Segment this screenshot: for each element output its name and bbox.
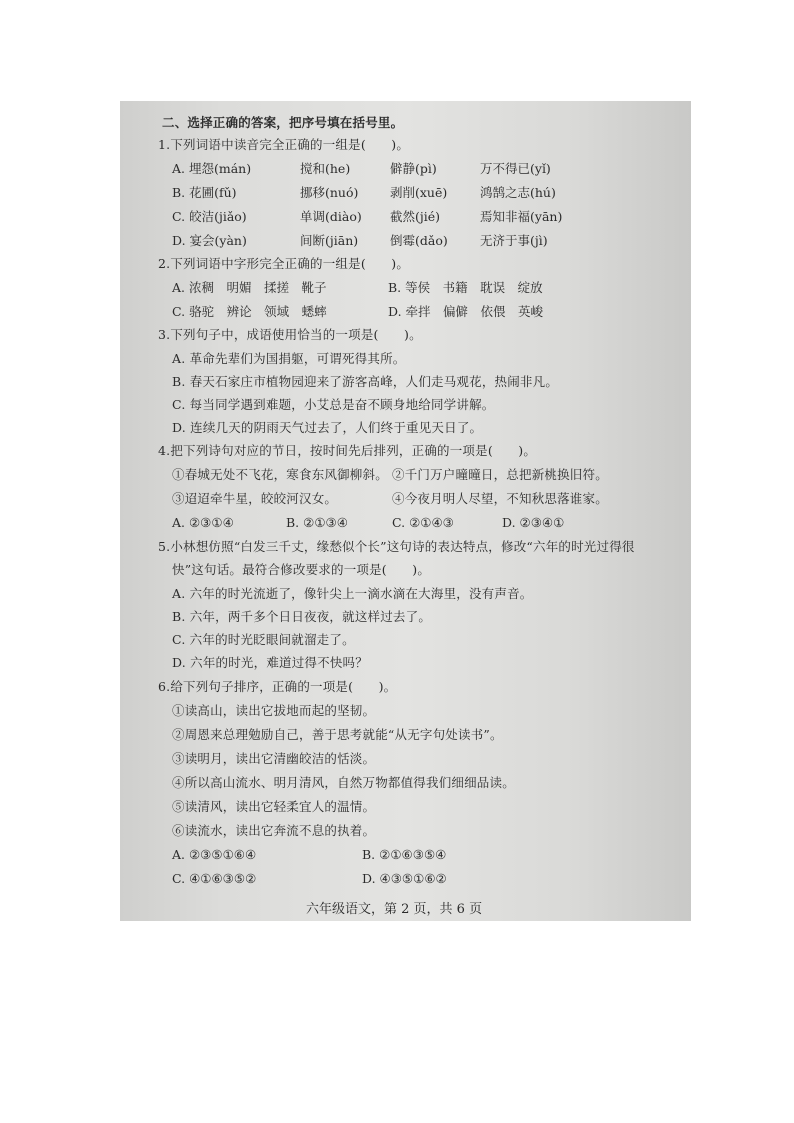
q1-row-d-col1: D. 宴会(yàn): [172, 233, 247, 248]
q1-row-c-col2: 单调(diào): [300, 209, 362, 224]
q5-option-d: D. 六年的时光，难道过得不快吗？: [172, 655, 368, 670]
q3-option-a: A. 革命先辈们为国捐躯，可谓死得其所。: [172, 351, 406, 366]
exam-page-photo: [120, 101, 691, 921]
q6-option-c: C. ④①⑥③⑤②: [172, 871, 257, 886]
q1-row-a-col4: 万不得已(yǐ): [480, 161, 551, 176]
q6-option-b: B. ②①⑥③⑤④: [362, 847, 447, 862]
q4-option-c: C. ②①④③: [392, 515, 454, 530]
question-4-stem: 4.把下列诗句对应的节日，按时间先后排列，正确的一项是( )。: [158, 443, 537, 458]
question-5-stem-line1: 5.小林想仿照“白发三千丈，缘愁似个长”这句诗的表达特点，修改“六年的时光过得很: [158, 539, 635, 554]
q6-sentence-4: ④所以高山流水、明月清风，自然万物都值得我们细细品读。: [172, 775, 515, 790]
q6-sentence-6: ⑥读流水，读出它奔流不息的执着。: [172, 823, 376, 838]
q4-poem-2: ②千门万户曈曈日，总把新桃换旧符。: [392, 467, 608, 482]
q3-option-c: C. 每当同学遇到难题，小艾总是奋不顾身地给同学讲解。: [172, 397, 495, 412]
q1-row-c-col4: 焉知非福(yān): [480, 209, 563, 224]
q4-option-d: D. ②③④①: [502, 515, 565, 530]
q1-row-d-col4: 无济于事(jì): [480, 233, 548, 248]
q1-row-c-col3: 截然(jié): [390, 209, 441, 224]
q6-option-a: A. ②③⑤①⑥④: [172, 847, 257, 862]
q1-row-b-col2: 挪移(nuó): [300, 185, 359, 200]
page-footer: 六年级语文，第 2 页，共 6 页: [306, 902, 483, 917]
question-2-stem: 2.下列词语中字形完全正确的一组是( )。: [158, 256, 410, 271]
question-6-stem: 6.给下列句子排序，正确的一项是( )。: [158, 679, 397, 694]
q4-poem-4: ④今夜月明人尽望，不知秋思落谁家。: [392, 491, 608, 506]
q4-poem-3: ③迢迢牵牛星，皎皎河汉女。: [172, 491, 338, 506]
q2-option-c: C. 骆驼 辨论 领域 蟋蟀: [172, 304, 327, 319]
q6-sentence-3: ③读明月，读出它清幽皎洁的恬淡。: [172, 751, 376, 766]
q6-sentence-1: ①读高山，读出它拔地而起的坚韧。: [172, 703, 376, 718]
question-5-stem-line2: 快”这句话。最符合修改要求的一项是( )。: [172, 562, 431, 577]
q5-option-b: B. 六年，两千多个日日夜夜，就这样过去了。: [172, 609, 432, 624]
q1-row-d-col2: 间断(jiān): [300, 233, 359, 248]
q2-option-a: A. 浓稠 明媚 揉搓 靴子: [172, 280, 327, 295]
q4-poem-1: ①春城无处不飞花，寒食东风御柳斜。: [172, 467, 388, 482]
q1-row-a-col3: 僻静(pì): [390, 161, 437, 176]
q1-row-a-col2: 搅和(he): [300, 161, 351, 176]
q1-row-c-col1: C. 皎洁(jiǎo): [172, 209, 247, 224]
q1-row-b-col4: 鸿鹄之志(hú): [480, 185, 556, 200]
q1-row-a-col1: A. 埋怨(mán): [172, 161, 252, 176]
q4-option-a: A. ②③①④: [172, 515, 234, 530]
q2-option-d: D. 牵拌 偏僻 依偎 英峻: [388, 304, 544, 319]
q5-option-a: A. 六年的时光流逝了，像针尖上一滴水滴在大海里，没有声音。: [172, 586, 533, 601]
q6-sentence-5: ⑤读清风，读出它轻柔宜人的温情。: [172, 799, 376, 814]
q6-sentence-2: ②周恩来总理勉励自己，善于思考就能“从无字句处读书”。: [172, 727, 503, 742]
q5-option-c: C. 六年的时光眨眼间就溜走了。: [172, 632, 355, 647]
q2-option-b: B. 等侯 书籍 耽误 绽放: [388, 280, 543, 295]
q1-row-b-col1: B. 花圃(fǔ): [172, 185, 237, 200]
q3-option-b: B. 春天石家庄市植物园迎来了游客高峰，人们走马观花，热闹非凡。: [172, 374, 559, 389]
section-title: 二、选择正确的答案，把序号填在括号里。: [162, 115, 404, 130]
q3-option-d: D. 连续几天的阴雨天气过去了，人们终于重见天日了。: [172, 420, 483, 435]
q4-option-b: B. ②①③④: [286, 515, 348, 530]
q1-row-b-col3: 剥削(xuē): [390, 185, 448, 200]
question-1-stem: 1.下列词语中读音完全正确的一组是( )。: [158, 137, 410, 152]
q6-option-d: D. ④③⑤①⑥②: [362, 871, 447, 886]
q1-row-d-col3: 倒霉(dǎo): [390, 233, 448, 248]
question-3-stem: 3.下列句子中，成语使用恰当的一项是( )。: [158, 327, 422, 342]
